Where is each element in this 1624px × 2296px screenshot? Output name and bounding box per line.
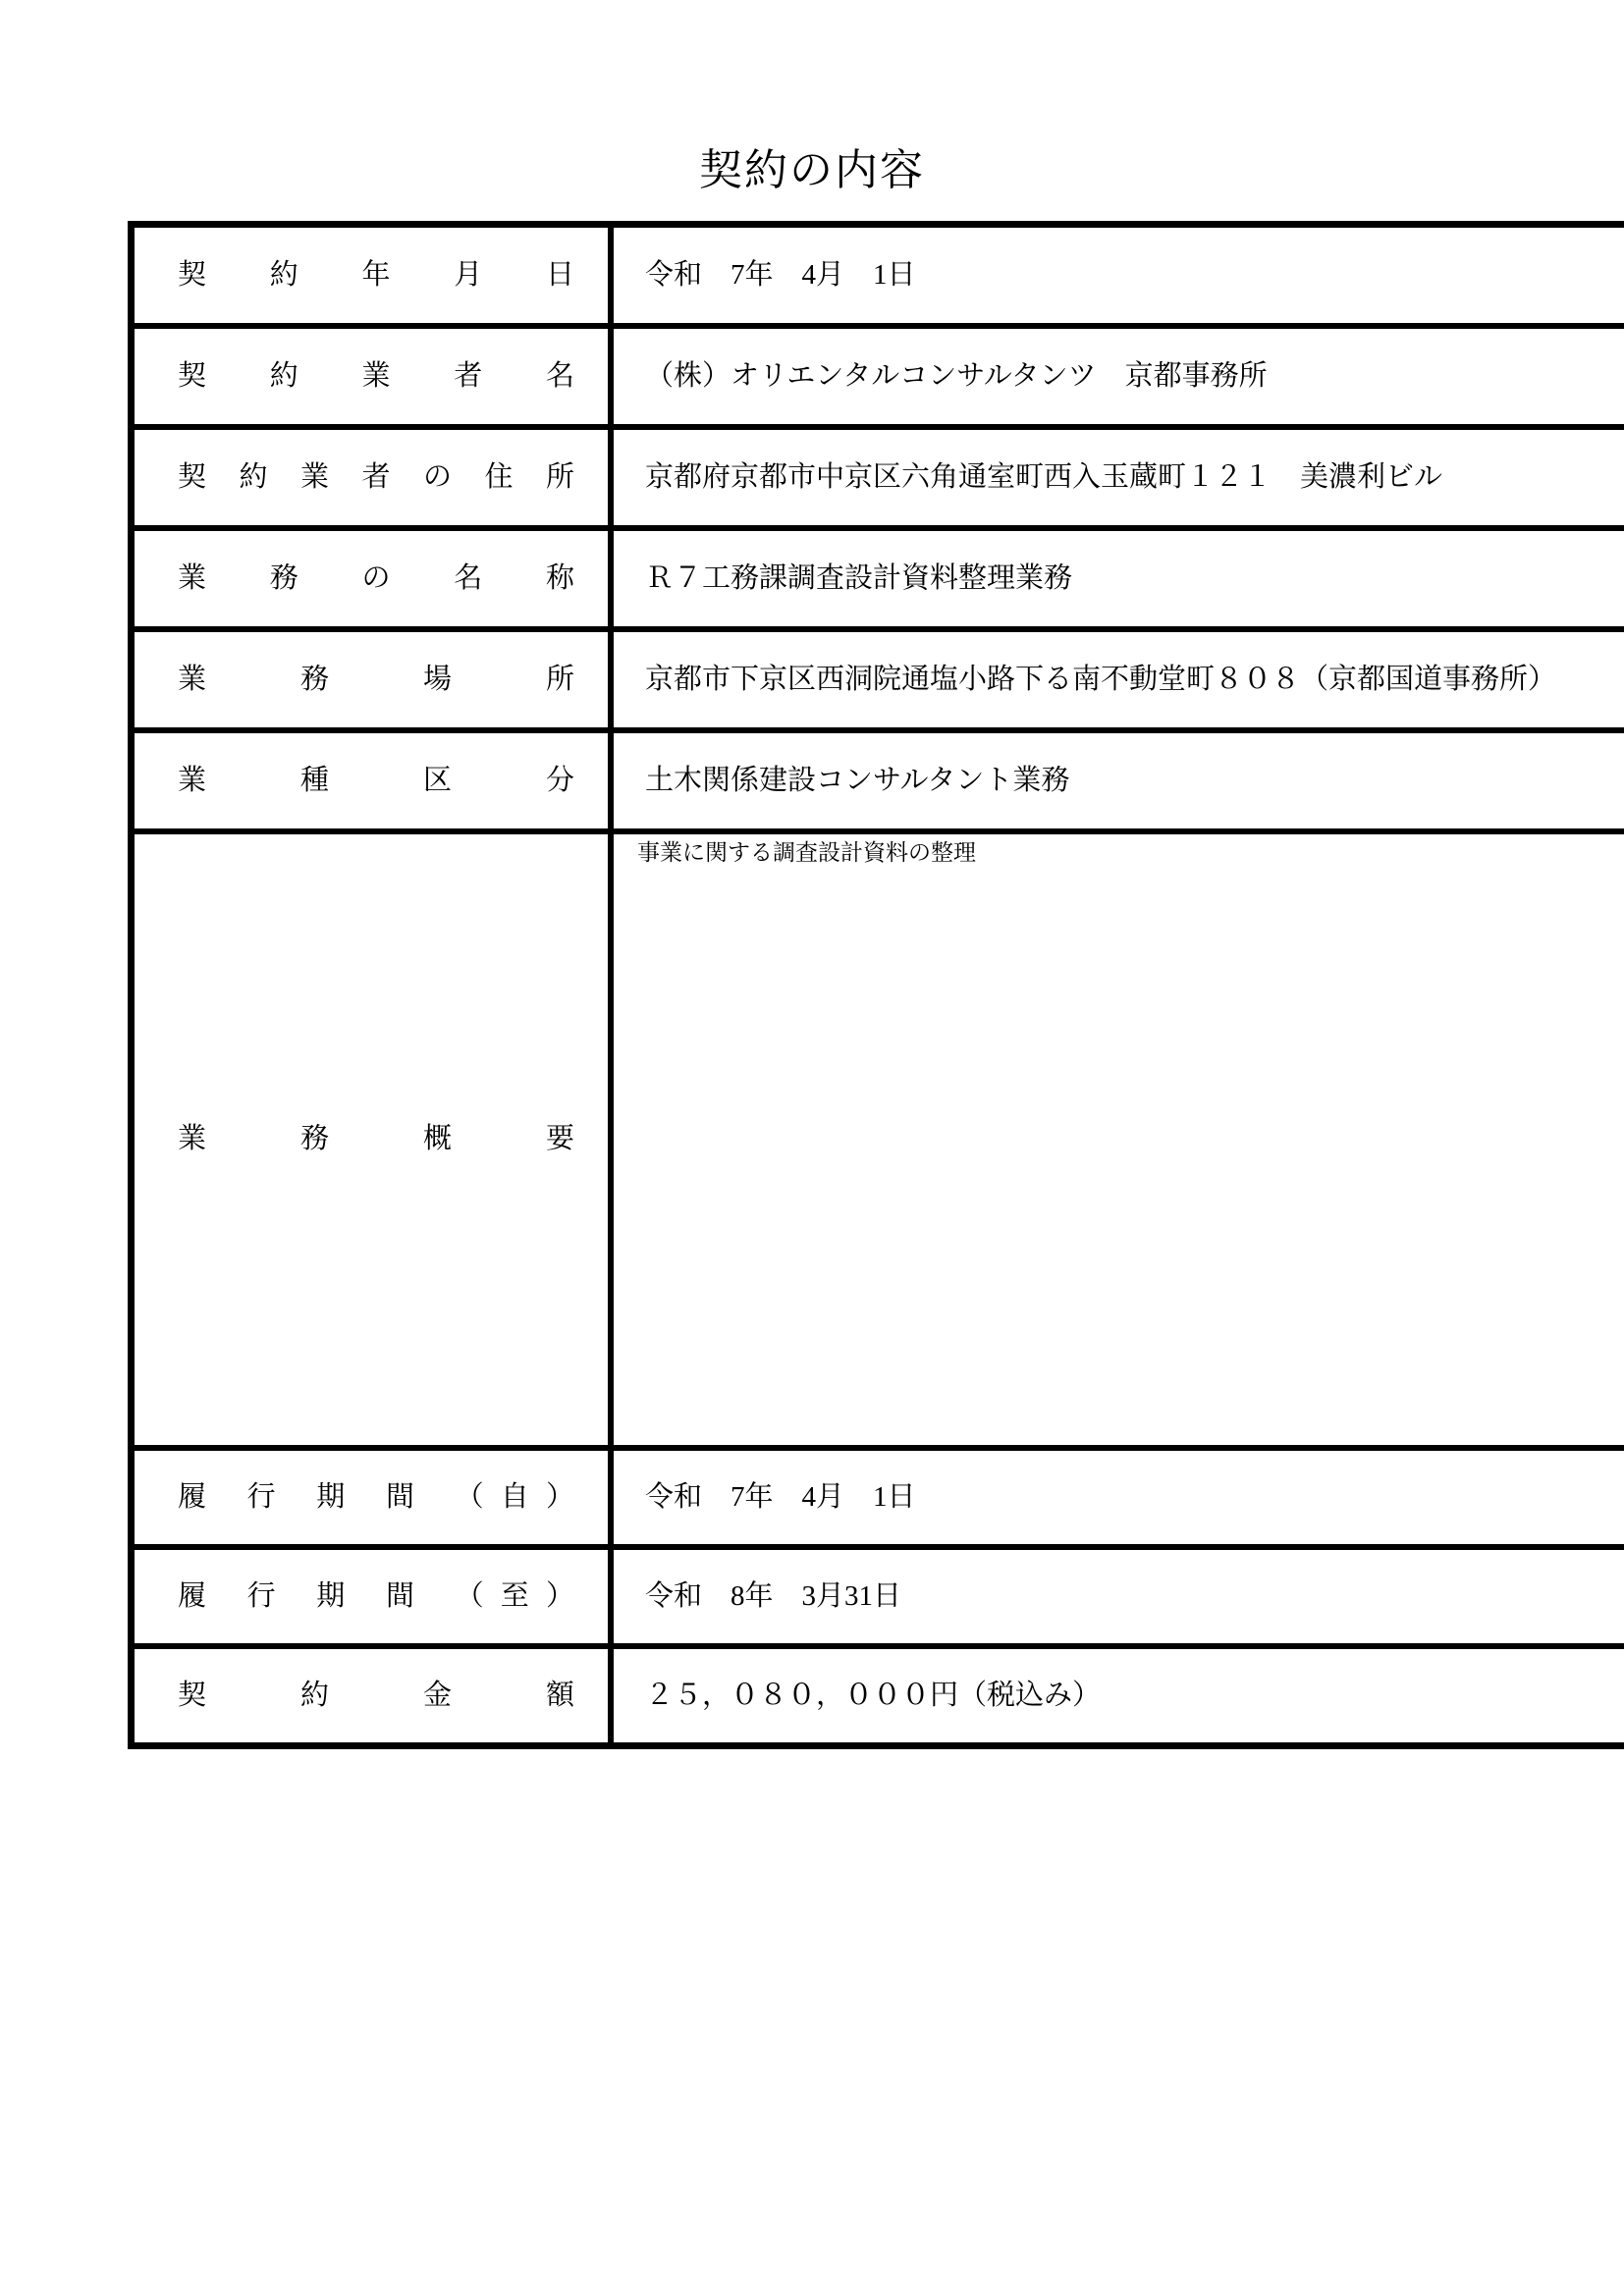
- table-row: [132, 326, 1624, 427]
- row-value: Ｒ７工務課調査設計資料整理業務: [611, 528, 1624, 629]
- row-label: 業 務 の 名 称: [132, 528, 612, 629]
- row-value: （株）オリエンタルコンサルタンツ 京都事務所: [611, 326, 1624, 427]
- row-label: 業 務 概 要: [132, 831, 612, 1448]
- row-label: 契 約 業 者 名: [132, 326, 612, 427]
- table-row: [132, 831, 1624, 1448]
- row-label: 業 務 場 所: [132, 629, 612, 730]
- row-label: 契 約 年 月 日: [132, 225, 612, 326]
- row-label: 履 行 期 間 （自）: [132, 1448, 612, 1547]
- row-value: 令和 7年 4月 1日: [611, 225, 1624, 326]
- contract-details-table: [128, 221, 1624, 1749]
- table-row: [132, 528, 1624, 629]
- contract-table-body: [132, 225, 1624, 1746]
- row-label: 業 種 区 分: [132, 730, 612, 831]
- row-value: 土木関係建設コンサルタント業務: [611, 730, 1624, 831]
- row-label: 契 約 業 者 の 住 所: [132, 427, 612, 528]
- table-row: [132, 1547, 1624, 1646]
- row-value: 事業に関する調査設計資料の整理: [611, 831, 1624, 1448]
- table-row: [132, 730, 1624, 831]
- row-value: 令和 8年 3月31日: [611, 1547, 1624, 1646]
- table-row: [132, 629, 1624, 730]
- row-value: 京都府京都市中京区六角通室町西入玉蔵町１２１ 美濃利ビル: [611, 427, 1624, 528]
- row-value: 京都市下京区西洞院通塩小路下る南不動堂町８０８（京都国道事務所）: [611, 629, 1624, 730]
- page-title: 契約の内容: [699, 146, 925, 194]
- table-row: [132, 1448, 1624, 1547]
- row-value: ２５，０８０，０００円（税込み）: [611, 1646, 1624, 1746]
- row-value: 令和 7年 4月 1日: [611, 1448, 1624, 1547]
- row-label: 履 行 期 間 （至）: [132, 1547, 612, 1646]
- table-row: [132, 225, 1624, 326]
- row-label: 契 約 金 額: [132, 1646, 612, 1746]
- table-row: [132, 1646, 1624, 1746]
- table-row: [132, 427, 1624, 528]
